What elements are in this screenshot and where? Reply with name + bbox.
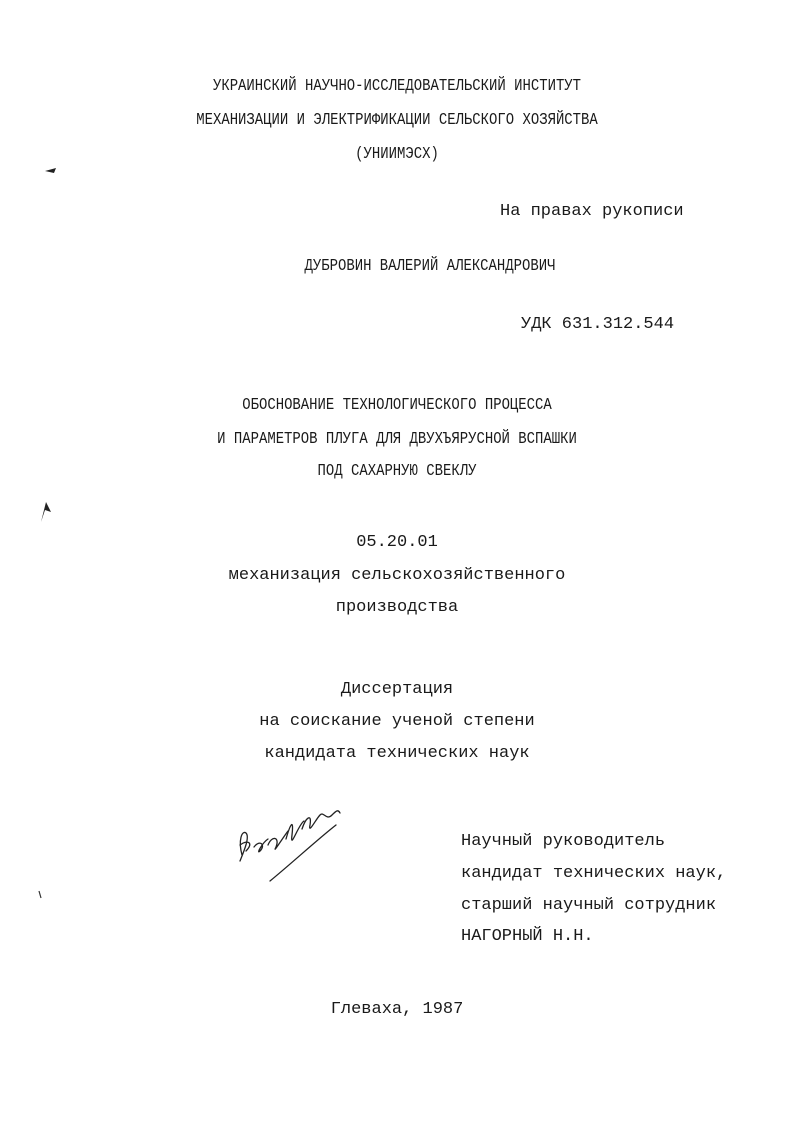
margin-tick-mark [36,890,44,900]
margin-mark [44,165,58,175]
rights-note: На правах рукописи [500,202,684,221]
title-line3: ПОД САХАРНУЮ СВЕКЛУ [317,462,477,481]
dissertation-line1: Диссертация [340,680,454,699]
dissertation-line3: кандидата технических наук [264,744,530,763]
title-line2: И ПАРАМЕТРОВ ПЛУГА ДЛЯ ДВУХЪЯРУСНОЙ ВСПАШКИ [217,430,577,449]
title-line1: ОБОСНОВАНИЕ ТЕХНОЛОГИЧЕСКОГО ПРОЦЕССА [242,396,552,415]
handwritten-signature [232,795,347,890]
margin-arrow-mark [38,500,54,524]
supervisor-line3: старший научный сотрудник [461,896,717,915]
specialty-code: 05.20.01 [356,533,438,552]
institute-name-line1: УКРАИНСКИЙ НАУЧНО-ИССЛЕДОВАТЕЛЬСКИЙ ИНСТИТУТ [212,77,582,96]
specialty-name-line2: производства [335,598,459,617]
place-year: Глеваха, 1987 [330,1000,464,1019]
institute-name-line2: МЕХАНИЗАЦИИ И ЭЛЕКТРИФИКАЦИИ СЕЛЬСКОГО ХОЗЯЙСТВА [196,111,598,130]
institute-abbreviation: (УНИИМЭСХ) [355,145,439,164]
supervisor-name: НАГОРНЫЙ Н.Н. [461,927,594,946]
dissertation-line2: на соискание ученой степени [259,712,535,731]
udc-code: УДК 631.312.544 [521,315,675,334]
specialty-name-line1: механизация сельскохозяйственного [228,566,566,585]
supervisor-line2: кандидат технических наук, [461,864,727,883]
supervisor-line1: Научный руководитель [461,832,666,851]
author-name: ДУБРОВИН ВАЛЕРИЙ АЛЕКСАНДРОВИЧ [304,257,556,276]
